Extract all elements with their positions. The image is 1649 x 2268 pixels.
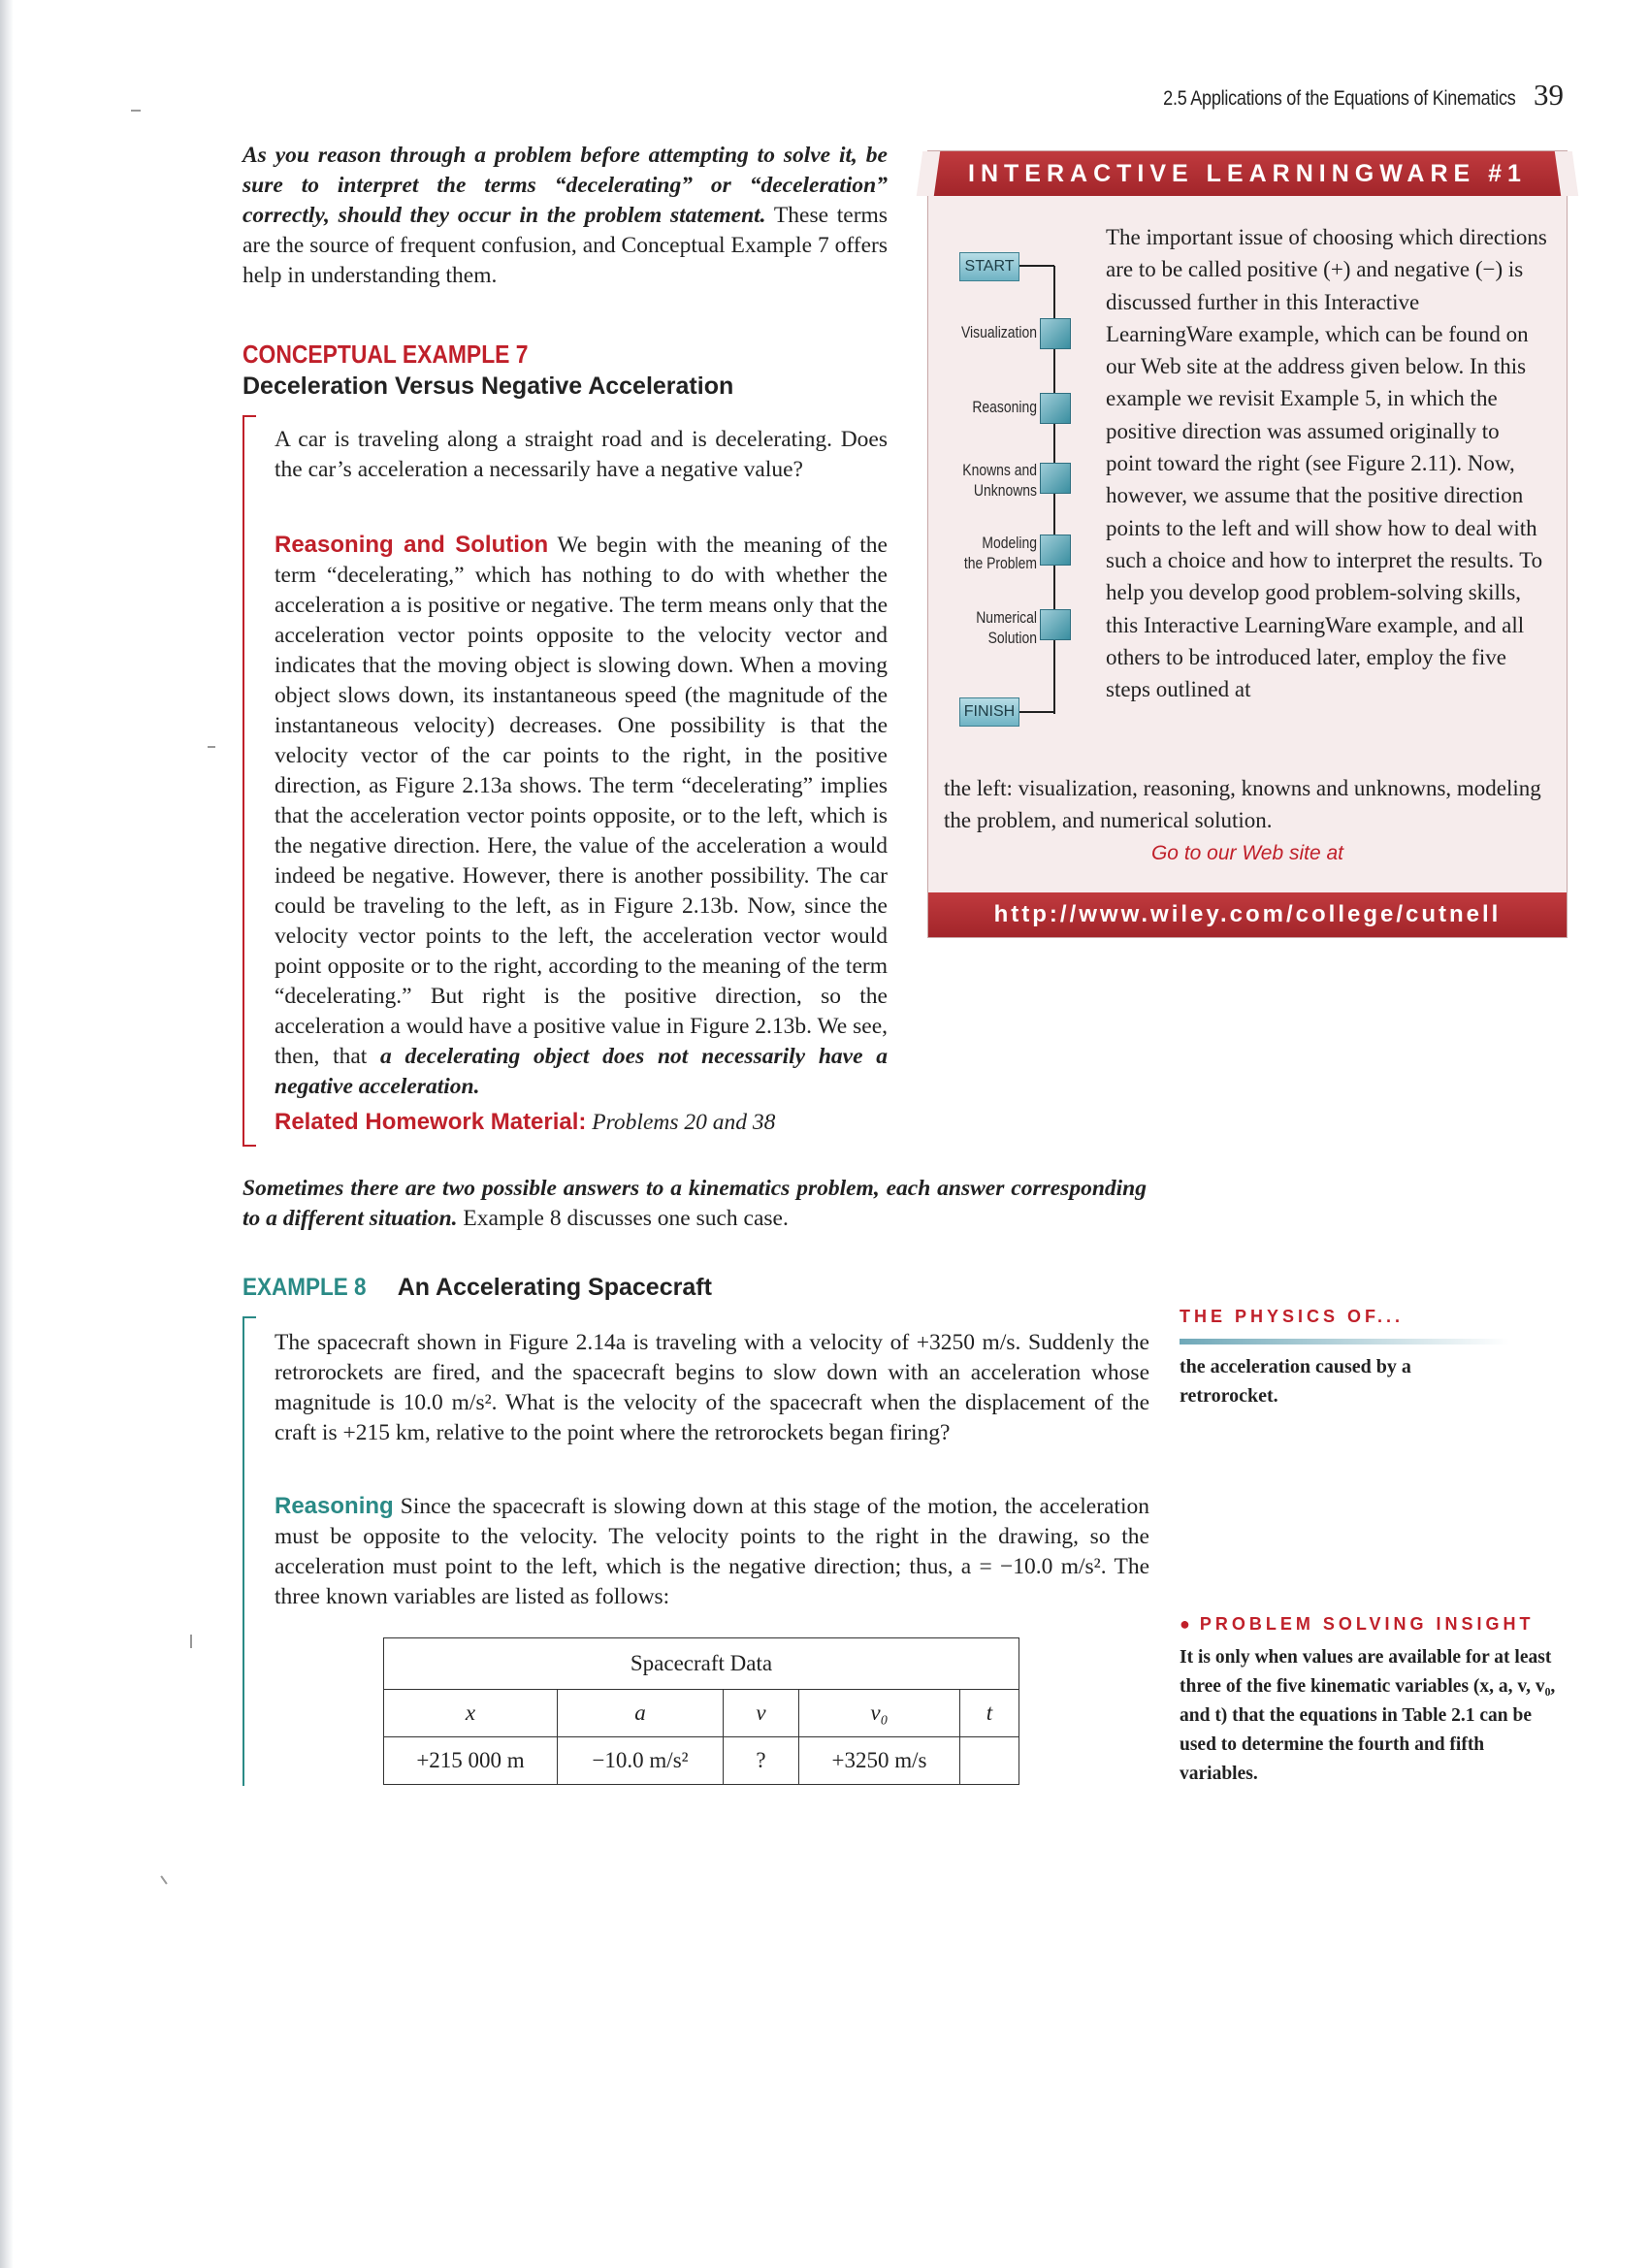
reasoning-conclusion: a decelerating object does not necessarily have a negative acceleration. bbox=[275, 1044, 888, 1099]
interactive-learningware-box bbox=[927, 150, 1568, 938]
ilw-link-label: Go to our Web site at bbox=[1150, 842, 1344, 864]
running-head-title: 2.5 Applications of the Equations of Kinematics bbox=[1163, 87, 1516, 110]
sidebar-rule bbox=[1180, 1339, 1509, 1345]
ilw-url-link[interactable]: http://www.wiley.com/college/cutnell bbox=[993, 901, 1502, 927]
table-cell: +215 000 m bbox=[384, 1737, 558, 1785]
related-homework-label: Related Homework Material: bbox=[275, 1109, 587, 1135]
sidebar-physics-text: the acceleration caused by a retrorocket. bbox=[1180, 1356, 1411, 1407]
scan-speck bbox=[208, 746, 215, 748]
running-head bbox=[1106, 78, 1564, 113]
spacecraft-data-table bbox=[383, 1637, 1019, 1785]
transition-rest: Example 8 discusses one such case. bbox=[463, 1206, 789, 1231]
table-caption: Spacecraft Data bbox=[384, 1638, 1019, 1690]
table-cell: ? bbox=[724, 1737, 799, 1785]
flow-finish-button[interactable]: FINISH bbox=[959, 697, 1019, 727]
example8-reasoning-text: Since the spacecraft is slowing down at this stage of the motion, the acceleration must be opposite to the velocity. The velocity points to the right in the drawing, so the acceleration must point to the left, which is the negative direction; thus, a = −10.0 m/s². The three known variables are listed as follows: bbox=[275, 1494, 1150, 1609]
table-caption-row bbox=[384, 1638, 1019, 1690]
example8-title: An Accelerating Spacecraft bbox=[397, 1274, 712, 1301]
table-cell: +3250 m/s bbox=[799, 1737, 960, 1785]
example-bracket bbox=[242, 415, 244, 1147]
page-number: 39 bbox=[1534, 78, 1564, 112]
related-homework bbox=[275, 1107, 954, 1138]
flow-step-label: Knowns and Unknowns bbox=[962, 461, 1037, 500]
sidebar-insight-heading: PROBLEM SOLVING INSIGHT bbox=[1199, 1614, 1535, 1634]
flow-step-label: Modeling the Problem bbox=[963, 534, 1037, 572]
related-homework-problems: Problems 20 and 38 bbox=[592, 1110, 776, 1135]
table-row bbox=[384, 1737, 1019, 1785]
reasoning-solution-label: Reasoning and Solution bbox=[275, 532, 549, 558]
table-header-cell: v bbox=[724, 1690, 799, 1737]
flow-step-reasoning-icon[interactable] bbox=[1040, 393, 1071, 424]
sidebar-insight-header bbox=[1180, 1614, 1535, 1635]
ilw-description-tail: the left: visualization, reasoning, knowns and unknowns, modeling the problem, and numerical solution. bbox=[944, 776, 1541, 833]
sidebar-insight-text: It is only when values are available for at least three of the five kinematic variables (x, a, v, v₀, and t) that the equations in Table 2.1 can be used to determine the fourth and fifth variables. bbox=[1180, 1647, 1556, 1784]
conceptual-question: A car is traveling along a straight road and is decelerating. Does the car’s acceleration a necessarily have a negative value? bbox=[275, 427, 888, 482]
flow-step-visualization-icon[interactable] bbox=[1040, 318, 1071, 349]
conceptual-example-label: CONCEPTUAL EXAMPLE 7 bbox=[242, 340, 529, 369]
flow-step-label: Numerical Solution bbox=[976, 608, 1037, 647]
flow-step-label: Visualization bbox=[960, 323, 1037, 341]
table-header-cell: v₀ bbox=[799, 1690, 960, 1737]
ilw-url-bar[interactable] bbox=[928, 892, 1567, 937]
table-header-cell: a bbox=[558, 1690, 724, 1737]
table-header-row bbox=[384, 1690, 1019, 1737]
example-bracket-bottom bbox=[242, 1145, 256, 1147]
flow-start-button[interactable]: START bbox=[959, 252, 1019, 281]
scan-speck bbox=[160, 1875, 167, 1884]
example8-bracket-top bbox=[242, 1316, 256, 1318]
page-edge-shadow bbox=[0, 0, 14, 2268]
table-cell bbox=[960, 1737, 1019, 1785]
intro-rest: These terms are the source of frequent confusion, and Conceptual Example 7 offers help in understanding them. bbox=[242, 203, 888, 288]
transition-paragraph bbox=[242, 1174, 1147, 1234]
example8-bracket bbox=[242, 1316, 244, 1786]
example8-problem: The spacecraft shown in Figure 2.14a is traveling with a velocity of +3250 m/s. Suddenly the retrorockets are fired, and the spacecraft begins to slow down with an acceleration whose magnitude is 10.0 m/s². What is the velocity of the spacecraft when the displacement of the craft is +215 km, relative to the point where the retrorockets began firing? bbox=[275, 1330, 1149, 1445]
scan-speck bbox=[190, 1635, 192, 1648]
ilw-title: INTERACTIVE LEARNINGWARE #1 bbox=[968, 159, 1527, 187]
table-cell: −10.0 m/s² bbox=[558, 1737, 724, 1785]
example8-label: EXAMPLE 8 bbox=[242, 1274, 367, 1301]
scan-speck bbox=[131, 110, 141, 112]
table-header-cell: t bbox=[960, 1690, 1019, 1737]
transition-lead-in: Sometimes there are two possible answers to a kinematics problem, each answer corresponding to a different situation. bbox=[242, 1176, 1147, 1231]
flow-step-numerical-icon[interactable] bbox=[1040, 609, 1071, 640]
ilw-description: The important issue of choosing which directions are to be called positive (+) and negative (−) is discussed further in this Interactive LearningWare example, which can be found on our Web site at the address given below. In this example we revisit Example 5, in which the positive direction was assumed originally to point toward the right (see Figure 2.11). Now, however, we assume that the positive direction points to the left and will show how to deal with such a choice and how to interpret the results. To help you develop good problem-solving skills, this Interactive LearningWare example, and all others to be introduced later, employ the five steps outlined at bbox=[1106, 225, 1547, 702]
table-header-cell: x bbox=[384, 1690, 558, 1737]
example8-header bbox=[242, 1274, 712, 1302]
intro-lead-in: As you reason through a problem before attempting to solve it, be sure to interpret the terms “decelerating” or “deceleration” correctly, should they occur in the problem statement. bbox=[242, 143, 888, 228]
flow-step-modeling-icon[interactable] bbox=[1040, 535, 1071, 566]
example-bracket-top bbox=[242, 415, 256, 417]
intro-paragraph bbox=[242, 141, 888, 291]
conceptual-example-title: Deceleration Versus Negative Acceleration bbox=[242, 373, 734, 400]
flow-step-knowns-icon[interactable] bbox=[1040, 463, 1071, 494]
conceptual-reasoning-top bbox=[275, 530, 888, 1102]
example8-reasoning bbox=[275, 1491, 1149, 1612]
flow-step-label: Reasoning bbox=[972, 398, 1037, 416]
example8-reasoning-label: Reasoning bbox=[275, 1493, 394, 1519]
reasoning-solution-text: We begin with the meaning of the term “decelerating,” which has nothing to do with whether the acceleration a is positive or negative. The term means only that the acceleration vector points opposite to the velocity vector and indicates that the moving object is slowing down. When a moving object slows down, its instantaneous speed (the magnitude of the instantaneous velocity) decreases. One possibility is that the velocity vector of the car points to the right, in the positive direction, as Figure 2.13a shows. The term “decelerating” implies that the acceleration vector points opposite, or to the left, which is the negative direction. Here, the value of the acceleration a would indeed be negative. However, there is another possibility. The car could be traveling to the left, as in Figure 2.13b. Now, since the velocity vector points to the left, the acceleration vector would point opposite or to the right, according to the meaning of the term “decelerating.” But right is the positive direction, so the acceleration a would have a positive value in Figure 2.13b. We see, then, that bbox=[275, 533, 888, 1069]
bullet-icon: ● bbox=[1180, 1614, 1190, 1634]
sidebar-physics-heading: THE PHYSICS OF... bbox=[1180, 1307, 1405, 1326]
